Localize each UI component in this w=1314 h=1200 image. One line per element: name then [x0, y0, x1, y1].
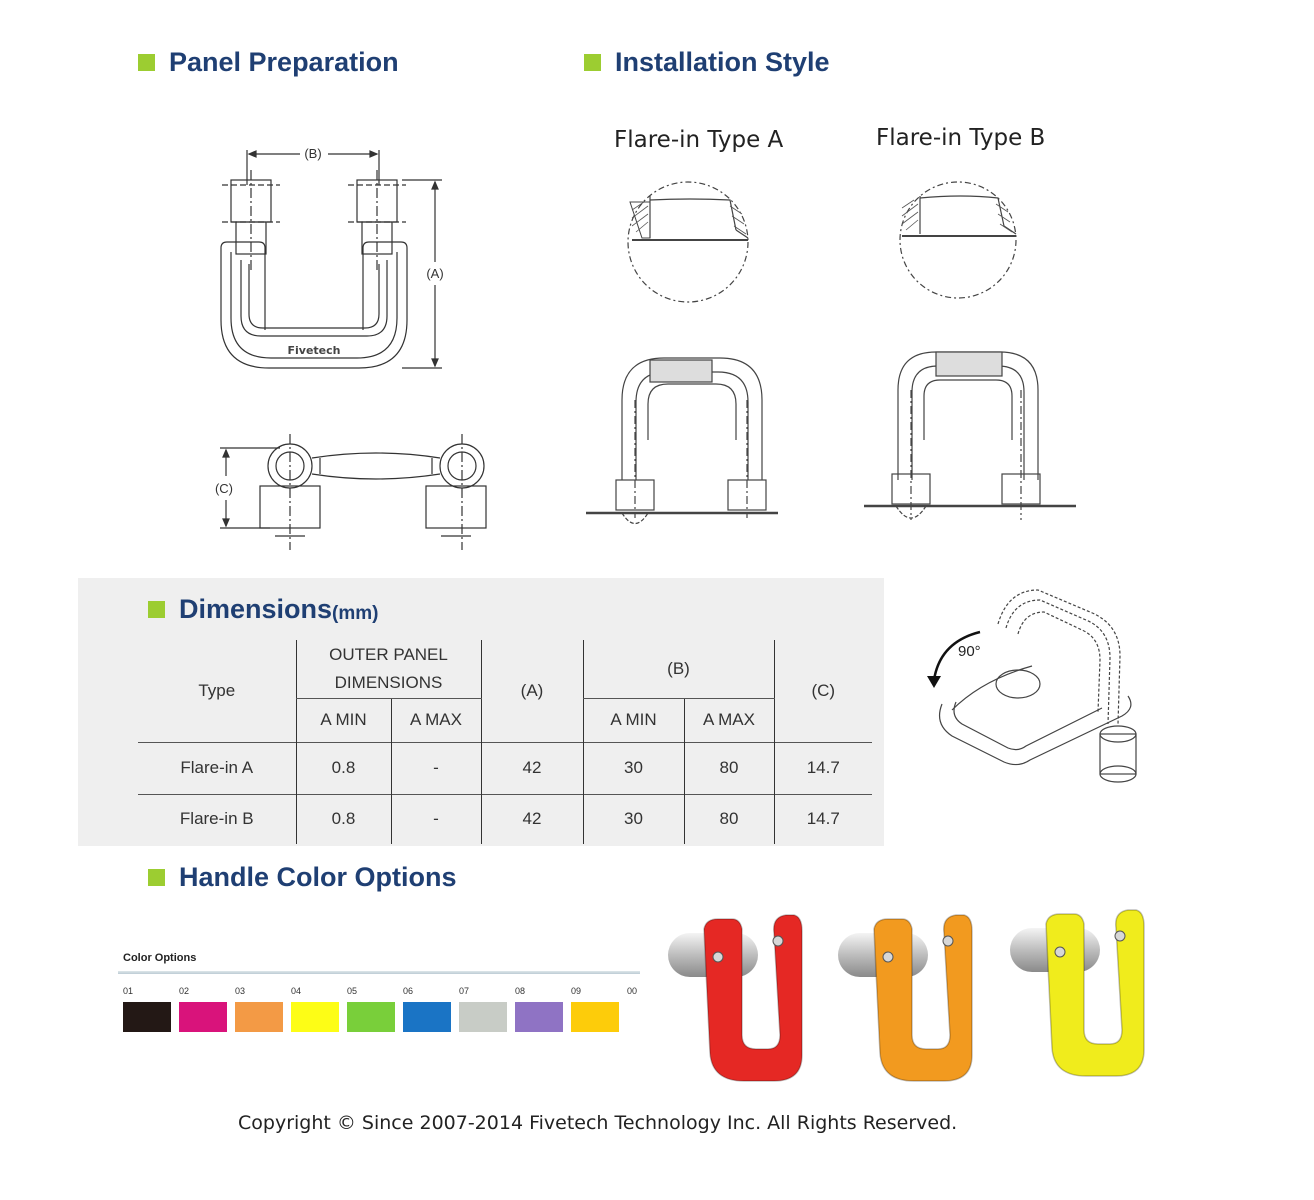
swatch-number: 03 [235, 986, 246, 996]
bullet-square-icon [148, 869, 165, 886]
heading-dimensions [148, 594, 379, 625]
cell-b-amin: 30 [583, 742, 684, 794]
cell-outer-amax: - [391, 794, 481, 844]
color-options-title: Color Options [123, 952, 197, 964]
heading-text: Handle Color Options [179, 862, 457, 892]
table-row [138, 794, 872, 844]
heading-text: Installation Style [615, 47, 830, 77]
header-outer-panel-line2: DIMENSIONS [334, 672, 443, 692]
color-swatch-01 [123, 1002, 171, 1032]
handle-side-view-drawing [200, 428, 500, 558]
color-swatch-02 [179, 1002, 227, 1032]
header-c: (C) [774, 640, 872, 742]
flare-type-b-detail-drawing [892, 180, 1032, 310]
brand-imprint-label: Fivetech [287, 344, 341, 357]
header-b: (B) [583, 640, 774, 698]
table-row [138, 742, 872, 794]
cell-type: Flare-in B [138, 794, 296, 844]
flare-type-b-installed-drawing [860, 340, 1080, 540]
swatch-number: 06 [403, 986, 414, 996]
handle-rotation-drawing [922, 584, 1142, 804]
swatch-number: 02 [179, 986, 190, 996]
heading-panel-preparation [138, 47, 399, 78]
rotation-angle-label: 90° [958, 643, 981, 660]
heading-installation-style [584, 47, 830, 78]
flare-type-a-label: Flare-in Type A [614, 127, 784, 153]
flare-type-b-label: Flare-in Type B [876, 125, 1046, 151]
heading-text: Panel Preparation [169, 47, 399, 77]
heading-handle-color-options [148, 862, 457, 893]
cell-outer-amin: 0.8 [296, 742, 391, 794]
swatch-number: 00 [627, 986, 638, 996]
header-b-amin: A MIN [583, 698, 684, 742]
flare-type-a-installed-drawing [582, 340, 782, 540]
dim-a-label: (A) [426, 266, 444, 281]
swatch-number: 08 [515, 986, 526, 996]
cell-b-amax: 80 [684, 742, 774, 794]
dim-b-label: (B) [304, 146, 322, 161]
bullet-square-icon [148, 601, 165, 618]
bullet-square-icon [138, 54, 155, 71]
cell-b-amin: 30 [583, 794, 684, 844]
dimensions-table [138, 640, 872, 844]
header-a: (A) [481, 640, 583, 742]
swatch-number: 04 [291, 986, 302, 996]
color-swatch-09 [571, 1002, 619, 1032]
header-b-amax: A MAX [684, 698, 774, 742]
cell-b-amax: 80 [684, 794, 774, 844]
cell-outer-amin: 0.8 [296, 794, 391, 844]
color-swatch-06 [403, 1002, 451, 1032]
orange-handle-image [830, 905, 990, 1090]
swatch-number: 09 [571, 986, 582, 996]
header-outer-panel [296, 640, 481, 698]
cell-outer-amax: - [391, 742, 481, 794]
copyright-notice: Copyright © Since 2007-2014 Fivetech Technology Inc. All Rights Reserved. [238, 1112, 958, 1134]
red-handle-image [660, 905, 820, 1090]
color-swatch-05 [347, 1002, 395, 1032]
color-swatch-08 [515, 1002, 563, 1032]
cell-type: Flare-in A [138, 742, 296, 794]
swatch-number: 07 [459, 986, 470, 996]
color-options-divider [118, 971, 640, 974]
swatch-number: 01 [123, 986, 134, 996]
swatch-number: 05 [347, 986, 358, 996]
header-outer-amin: A MIN [296, 698, 391, 742]
header-type: Type [198, 680, 236, 700]
yellow-handle-image [1002, 900, 1162, 1085]
color-swatch-04 [291, 1002, 339, 1032]
heading-text: Dimensions [179, 594, 333, 624]
dim-c-label: (C) [214, 481, 234, 496]
flare-type-a-detail-drawing [620, 180, 760, 310]
color-swatch-07 [459, 1002, 507, 1032]
header-outer-panel-line1: OUTER PANEL [329, 644, 448, 664]
header-outer-amax: A MAX [391, 698, 481, 742]
cell-c: 14.7 [774, 742, 872, 794]
heading-unit: (mm) [332, 602, 379, 624]
cell-a: 42 [481, 794, 583, 844]
cell-a: 42 [481, 742, 583, 794]
color-swatch-03 [235, 1002, 283, 1032]
bullet-square-icon [584, 54, 601, 71]
handle-front-view-drawing [200, 130, 460, 390]
cell-c: 14.7 [774, 794, 872, 844]
